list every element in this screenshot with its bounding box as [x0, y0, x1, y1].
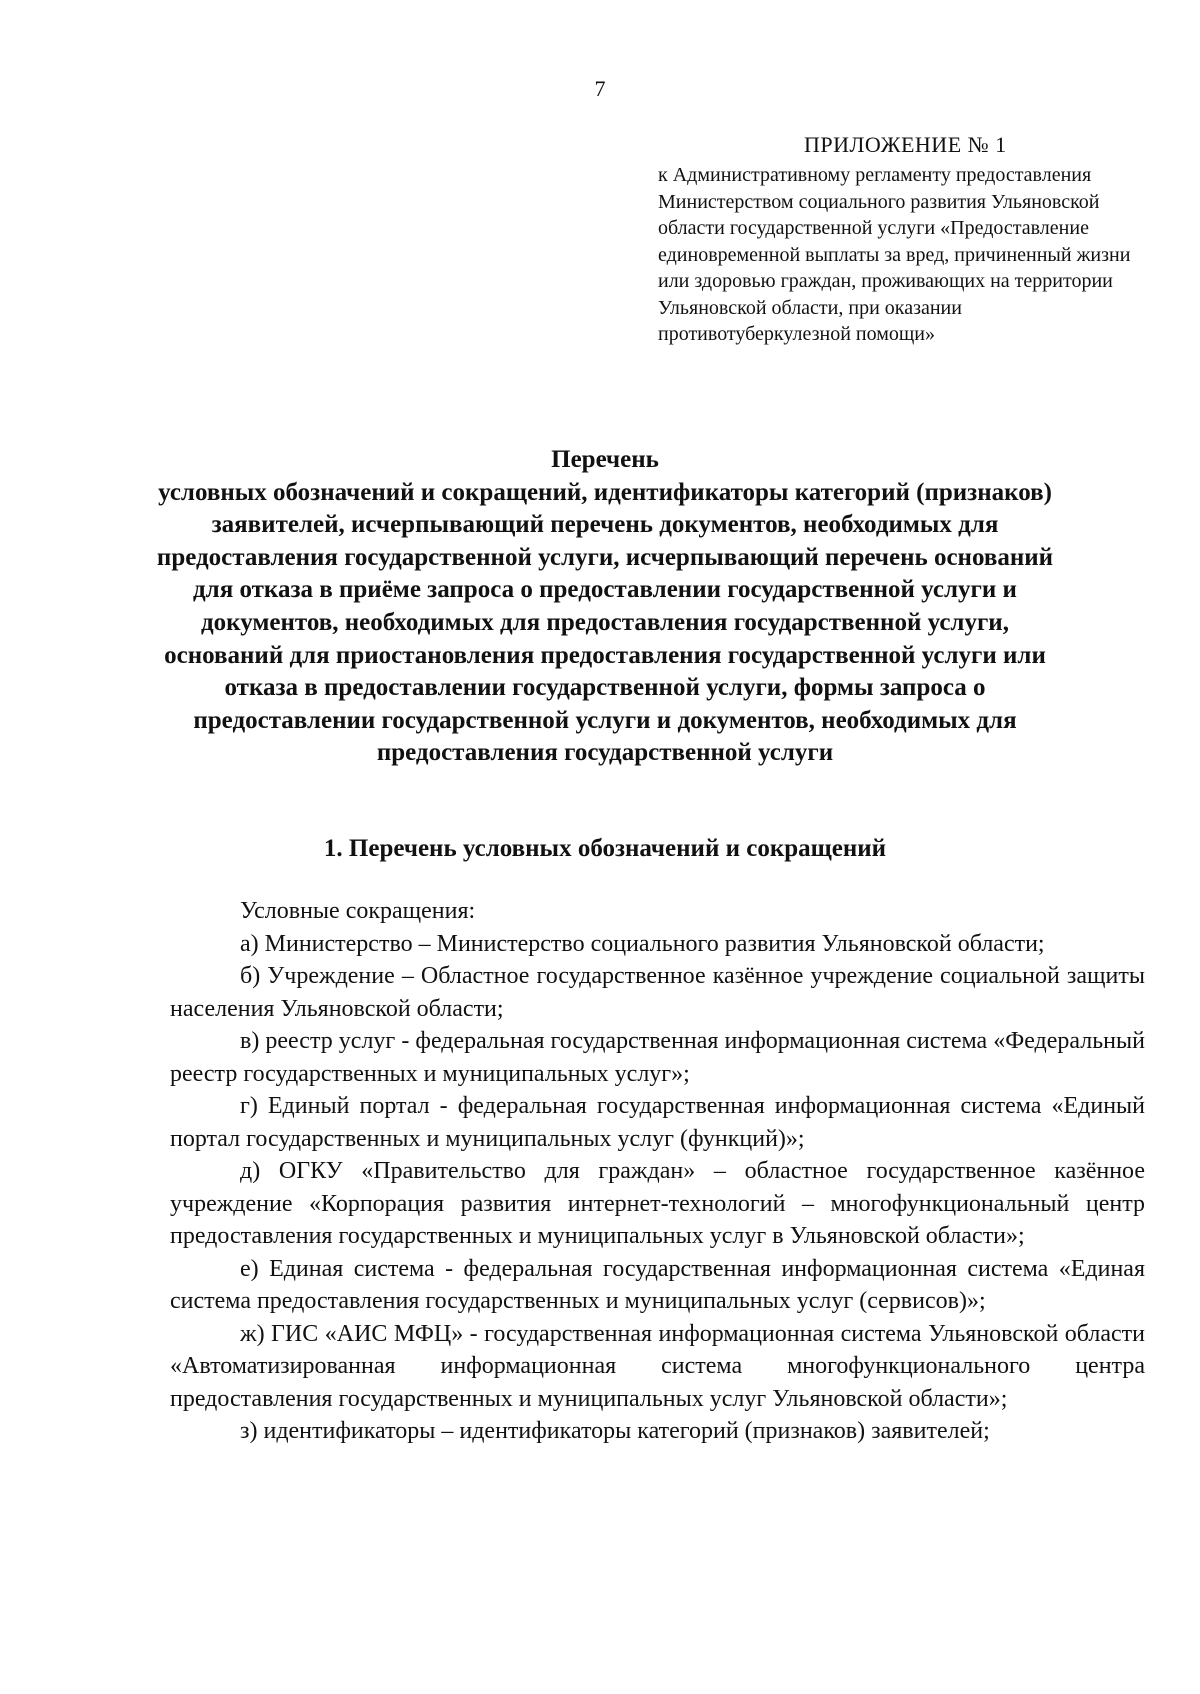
appendix-title: ПРИЛОЖЕНИЕ № 1	[804, 132, 1007, 157]
abbreviations-intro: Условные сокращения:	[240, 898, 476, 924]
document-title-first-line: Перечень	[551, 446, 659, 473]
abbreviation-item: д) ОГКУ «Правительство для граждан» – областное государственное казённое учреждение «Корпорация развития интернет-технологий – многофункциональный центр предоставления государственных и муниципальных услуг в Ульяновской области»;	[170, 1158, 1145, 1249]
abbreviation-item: з) идентификаторы – идентификаторы категорий (признаков) заявителей;	[240, 1418, 990, 1444]
page-number: 7	[594, 76, 606, 101]
abbreviation-item: а) Министерство – Министерство социального развития Ульяновской области;	[240, 930, 1045, 957]
document-title-rest: условных обозначений и сокращений, идентификаторы категорий (признаков) заявителей, исчерпывающий перечень документов, необходимых для предоставления государственной услуги, исчерпывающий перечень оснований для отказа в приёме запроса о предоставлении государственной услуги и документов, необходимых для предоставления государственной услуги, оснований для приостановления предоставления государственной услуги или отказа в предоставлении государственной услуги, формы запроса о предоставлении государственной услуги и документов, необходимых для предоставления государственной услуги	[156, 478, 1054, 767]
abbreviation-item: г) Единый портал - федеральная государственная информационная система «Единый портал государственных и муниципальных услуг (функций)»;	[170, 1093, 1145, 1152]
section-heading: 1. Перечень условных обозначений и сокращений	[323, 835, 887, 862]
appendix-description: к Административному регламенту предоставления Министерством социального развития Ульяновской области государственной услуги «Предоставление единовременной выплаты за вред, причиненный жизни или здоровью граждан, проживающих на территории Ульяновской области, при оказании противотуберкулезной помощи»	[658, 164, 1131, 345]
abbreviation-item: б) Учреждение – Областное государственное казённое учреждение социальной защиты населения Ульяновской области;	[170, 963, 1145, 1022]
abbreviation-item: е) Единая система - федеральная государственная информационная система «Единая система предоставления государственных и муниципальных услуг (сервисов)»;	[170, 1255, 1145, 1314]
section-body	[170, 895, 1145, 1448]
abbreviation-item: в) реестр услуг - федеральная государственная информационная система «Федеральный реестр государственных и муниципальных услуг»;	[170, 1028, 1145, 1087]
appendix-block	[658, 128, 1138, 348]
document-title	[150, 444, 1060, 770]
abbreviation-item: ж) ГИС «АИС МФЦ» - государственная информационная система Ульяновской области «Автоматизированная информационная система многофункционального центра предоставления государственных и муниципальных услуг Ульяновской области»;	[170, 1320, 1145, 1412]
